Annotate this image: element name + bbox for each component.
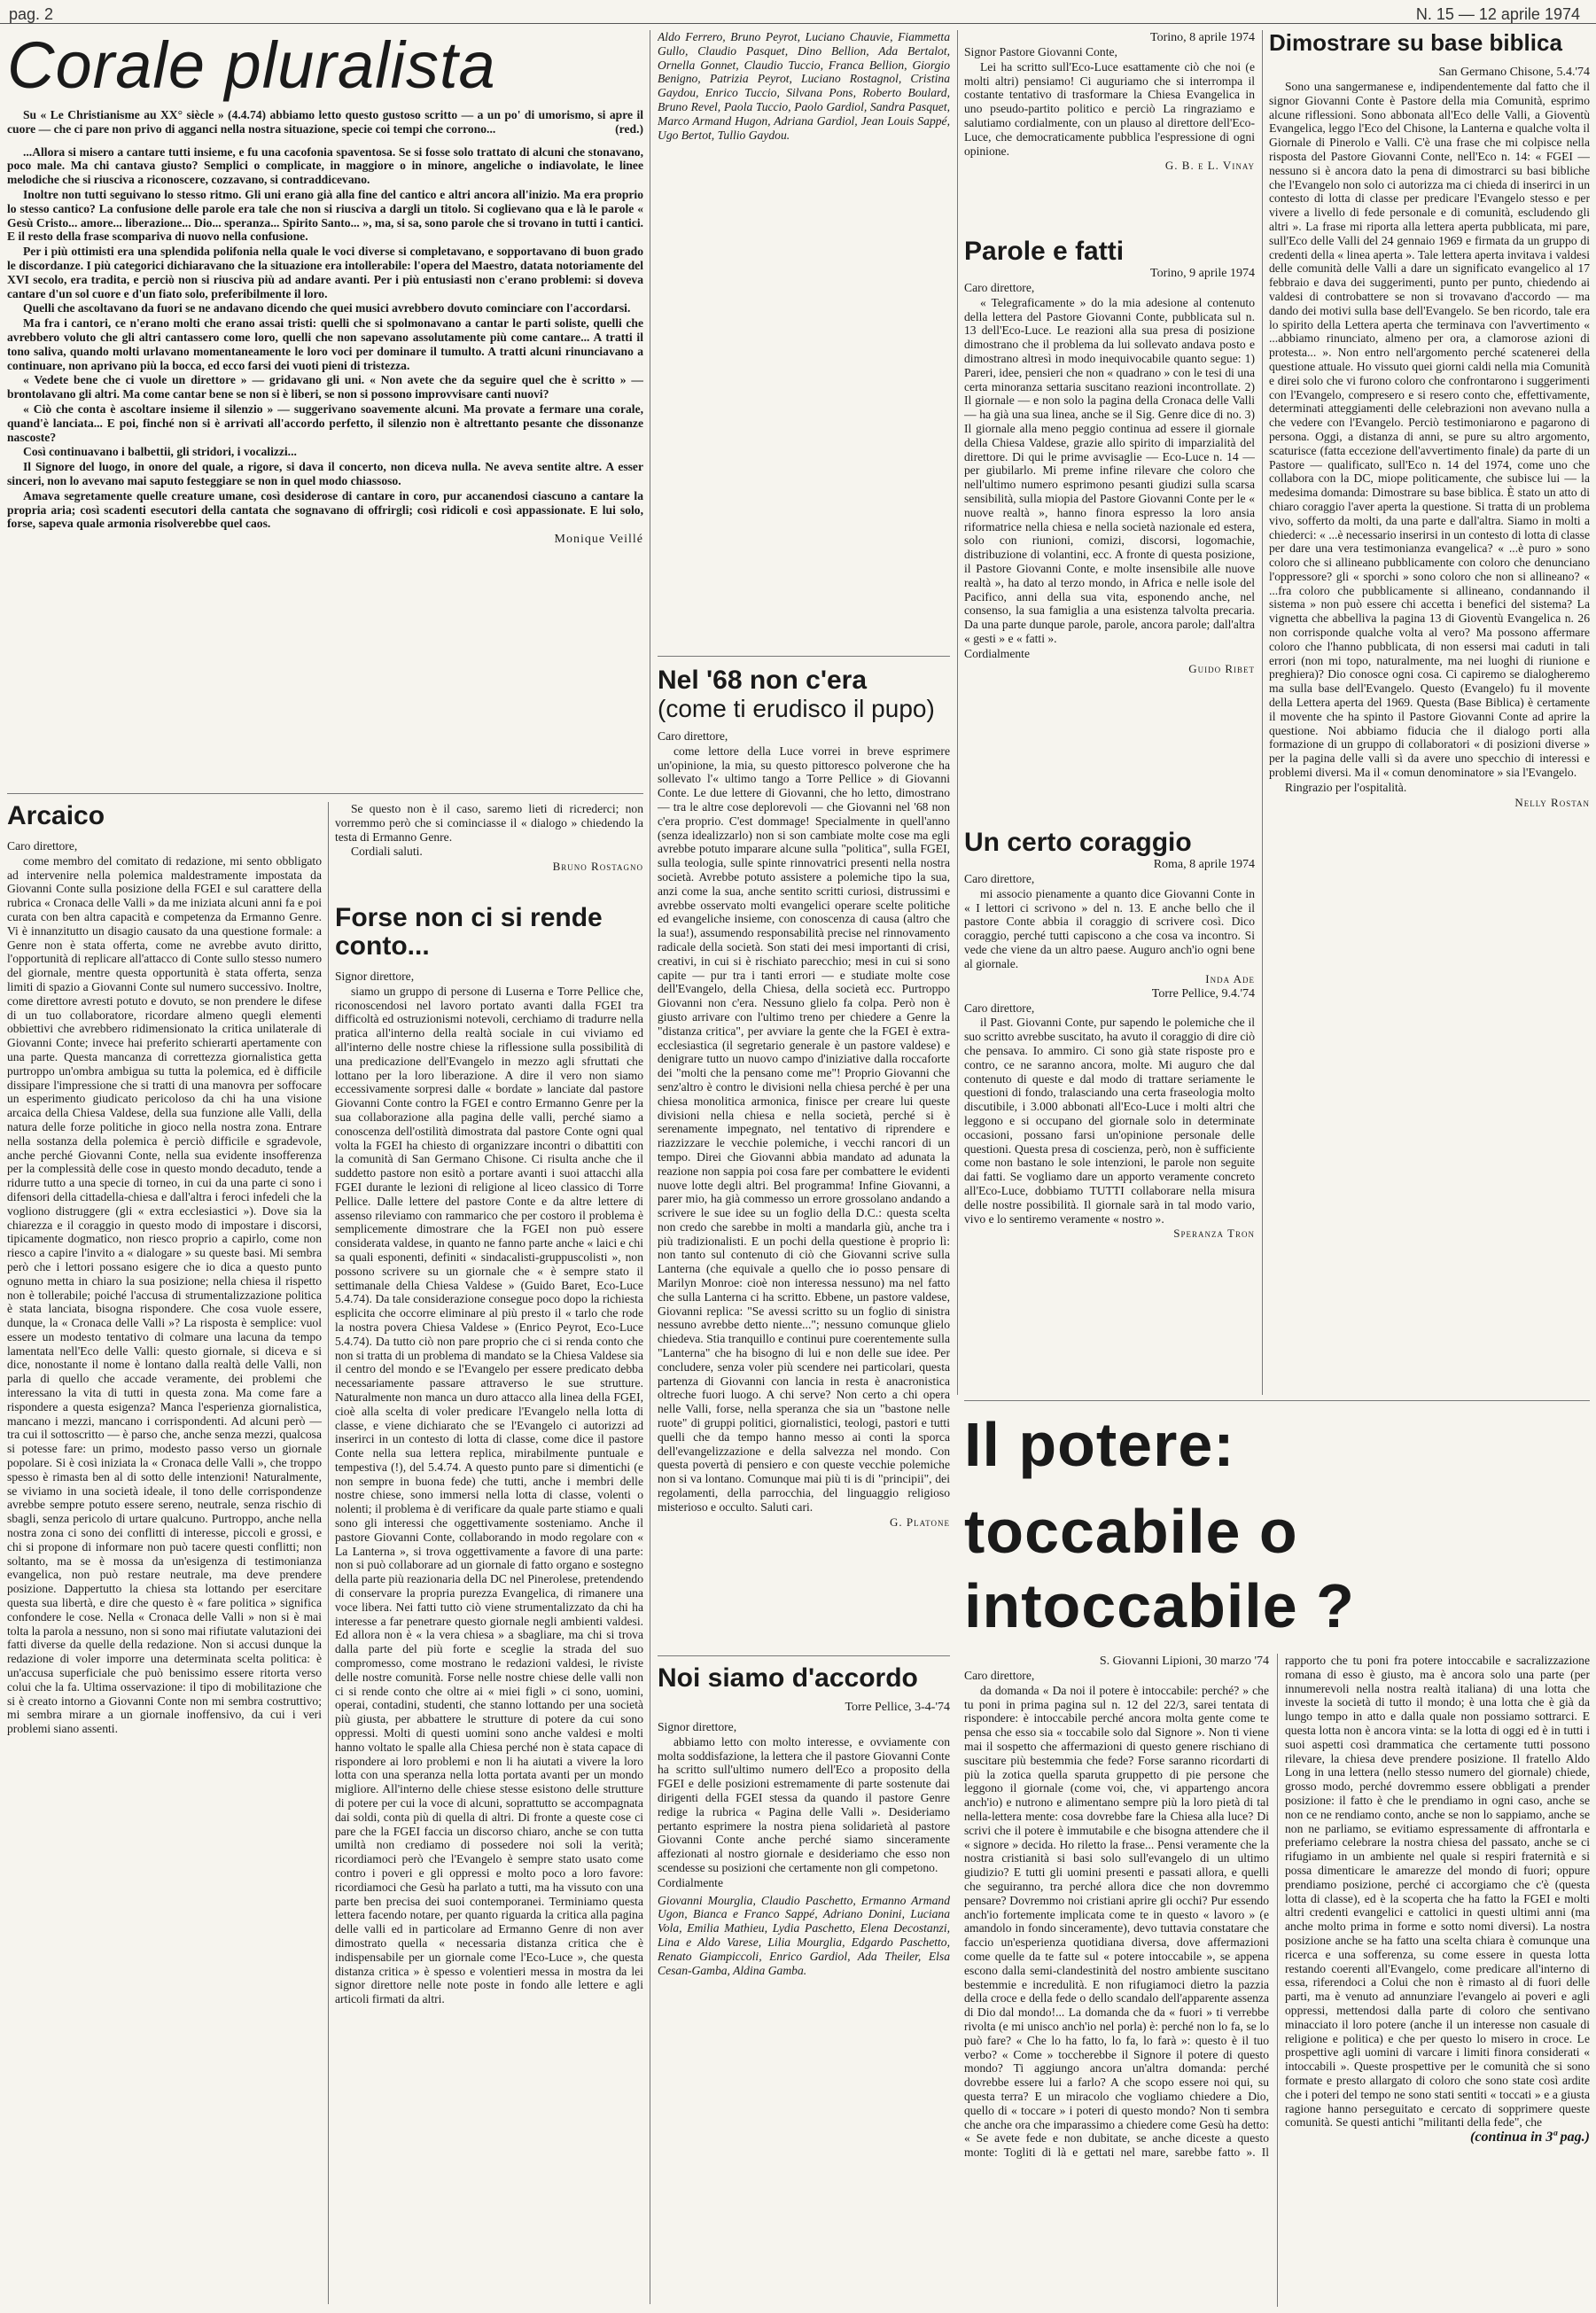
signatories: Aldo Ferrero, Bruno Peyrot, Luciano Chauvie, Fiammetta Gullo, Claudio Pasquet, Dino Bellion, Ada Bertalot, Ornella Gonnet, Claudio Tuccio, Franca Bellion, Giorgio Benigno, Patrizia Peyrot, Luciano Rostagnol, Cristina Gaydou, Enrico Tuccio, Silvana Pons, Roberto Boulard, Bruno Revel, Paola Tuccio, Paolo Gardiol, Sandra Pasquet, Marco Armand Hugon, Adriana Gardiol, Jean Louis Sappé, Ugo Bertot, Tullio Gaydou. [658,30,950,142]
article-body: Signor direttore, abbiamo letto con molto interesse, e ovviamente con molta soddisfazione, la lettera che il pastore Giovanni Conte ha scritto sull'ultimo numero dell'Eco a proposito della FGEI e delle posizioni estremamente di parte sostenute dai dirigenti della FGEI stessa da quando il pastore Genre redige la rubrica « Pagina delle Valli ». Desideriamo pertanto esprimere la nostra piena solidarietà al pastore Giovanni Conte anche perché siamo sinceramente affezionati al nostro giornale e desideriamo che esso non scendesse su posizioni che certamente non gli competono. Cordialmente [658,1720,950,1889]
top-rule [0,23,1596,24]
dateline: S. Giovanni Lipioni, 30 marzo '74 [1099,1655,1269,1668]
dateline: Torre Pellice, 3-4-'74 [845,1701,950,1714]
rule [957,30,958,1395]
article-title: Corale pluralista [7,30,496,102]
dateline: San Germano Chisone, 5.4.'74 [1438,66,1590,79]
dateline: Torino, 8 aprile 1974 [1150,31,1255,44]
article-coraggio [964,829,1255,1391]
article-nel68 [658,666,950,1650]
article-body: Caro direttore, mi associo pienamente a quanto dice Giovanni Conte in « I lettori ci scrivono » del n. 13. E anche bello che il pastore Conte abbia il coraggio di scrivere così. Dico coraggio, perché tutti capiscono a che cosa va incontro. Si vede che viene da un altro paese. Auguro anch'io ogni bene al giornale. [964,872,1255,970]
dateline: Torre Pellice, 9.4.'74 [1151,986,1255,1001]
article-title: Parole e fatti [964,238,1125,266]
dateline: Roma, 8 aprile 1974 [1153,858,1255,871]
article-signature: Speranza Tron [1173,1227,1255,1241]
article-intro: Su « Le Christianisme au XX° siècle » (4.4.74) abbiamo letto questo gustoso scritto — a un po' di umorismo, si apre il cuore — che ci pare non privo di agganci nella nostra situazione, specie coi tempi che corrono... (red.) [7,108,643,136]
article-title: Dimostrare su base biblica [1269,30,1562,56]
rule [658,656,950,657]
article-body: Signor Pastore Giovanni Conte, Lei ha scritto sull'Eco-Luce esattamente ciò che noi (e molti altri) pensiamo! Ci auguriamo che si interrompa il costante tentativo di trasformare la Chiesa Evangelica in uno pseudo-partito politico e perciò La ringraziamo e salutiamo cordialmente, con un plauso al direttore dell'Eco-Luce, che democraticamente pubblica l'espressione di ogni opinione. [964,45,1255,158]
dateline: Torino, 9 aprile 1974 [1150,267,1255,280]
article-signature: Monique Veillé [554,533,643,547]
article-signature: G. B. e L. Vinay [1164,159,1255,173]
article-title: Un certo coraggio [964,829,1192,857]
article-signature: G. Platone [890,1515,950,1529]
signatories: Giovanni Mourglia, Claudio Paschetto, Ermanno Armand Ugon, Bianca e Franco Sappé, Adriano Donini, Luciana Vola, Emilia Mathieu, Lydia Paschetto, Elena Decostanzi, Lina e Aldo Varese, Lilia Mourglia, Edgardo Paschetto, Renato Giampiccoli, Enrico Gardiol, Ada Theiler, Elsa Cesan-Gamba, Aldina Gamba. [658,1893,950,1977]
article-forse-names [658,30,950,650]
article-body: Se questo non è il caso, saremo lieti di ricrederci; non vorremmo però che si cominciasse il « dialogo » chiedendo la testa di Ermanno Genre. Cordiali saluti. [335,802,643,859]
article-signature: Guido Ribet [1188,661,1255,675]
article-title-line1: Il potere: [964,1410,1235,1479]
rule [328,802,329,2304]
article-title-line2: toccabile o intoccabile ? [964,1497,1355,1640]
article-title: Arcaico [7,802,105,830]
article-title: Forse non ci si rende conto... [335,904,603,961]
article-torino [964,30,1255,230]
article-arcaico-tail [335,802,643,900]
article-body: Caro direttore, il Past. Giovanni Conte, pur sapendo le polemiche che il suo scritto avrebbe suscitato, ha avuto il coraggio di dire ciò che pensava. Io ammiro. Ci sono già state risposte pro e contro, ce ne saranno ancora, molte. Mi auguro che dal contenuto di queste e dal modo di trattare seriamente le questioni di fondo, tralasciando una certa fraseologia molto discutibile, i 3.000 abbonati all'Eco-Luce i molti altri che leggono e si occupano del giornale solo in determinate occasioni, possano farsi un'opinione personale delle questioni. Questa presa di coscienza, però, non è sufficiente come non bastano le sole intenzioni, le parole non seguite dai fatti. Se vogliamo dare un apporto veramente concreto all'Eco-Luce, dobbiamo TUTTI collaborare nella misura delle nostre possibilità. Il giornale sarà in tal modo vario, vivo e lo sentiremo veramente « nostro ». [964,1001,1255,1226]
article-parole [964,238,1255,822]
article-potere [964,1407,1590,2307]
page-number: pag. 2 [9,5,54,23]
article-arcaico [7,802,322,2304]
article-body: Signor direttore, siamo un gruppo di persone di Luserna e Torre Pellice che, riconoscendosi nel lavoro portato avanti dalla FGEI tra difficoltà ed ostruzionismi notevoli, cerchiamo di tradurre nella pratica all'interno della realtà sociale in cui viviamo ed all'interno delle nostre chiese la riflessione sulla possibilità di una predicazione dell'Evangelo in mezzo agli sfruttati che lottano per la loro liberazione. A dire il vero non siamo eccessivamente sorpresi dalle « bordate » lanciate dal pastore Giovanni Conte contro la FGEI e contro Ermanno Genre per la sua collaborazione alla pagina delle valli, perché siamo a conoscenza dell'ostilità dimostrata dal pastore Conte ogni qual volta la FGEI ha chiesto di organizzare incontri o dibattiti con la comunità di San Germano Chisone. Ci risulta anche che il suddetto pastore non esitò a portare avanti i suoi attacchi alla FGEI durante le lezioni di religione al liceo classico di Torre Pellice. Dalle lettere del pastore Conte e da altre lettere di assenso rileviamo con rammarico che per costoro il problema è semplicemente dimostrare che la FGEI non può essere considerata valdese, in quanto ne fanno parte anche « laici e chi sa quali esponenti, definiti « sindacalisti-gruppuscolisti », non possono scrivere su un giornale che « è sempre stato il settimanale della Chiesa Valdese » (Guido Baret, Eco-Luce 5.4.74). Da tale considerazione consegue poco dopo la richiesta esplicita che occorre eliminare al più presto il « tarlo che rode la nostra povera Chiesa Valdese » (Enrico Peyrot, Eco-Luce 5.4.74). Da tutto ciò non pare proprio che ci si renda conto che non si tratta di un problema di mandato se la Chiesa Valdese sia il centro del mondo e se l'Evangelo per essere predicato debba necessariamente passare attraverso le sue strutture. Naturalmente non manca un duro attacco alla linea della FGEI, cioè alla scelta di voler predicare l'Evangelo nella lotta di classe, e viene dichiarato che se l'Evangelo ci autorizzi ad inserirci in un contesto di lotta di classe, come dice il pastore Conte nella sua lettera replica, mirabilmente puntuale e tempestiva (!), del 5.4.74. A questo punto pare si dimentichi (e non sempre in buona fede) che tutti, anche i membri delle nostre chiese, sono immersi nella lotta di classe, volenti o nolenti; il problema è di verificare da quale parte stiamo e quali sono gli interessi che oggettivamente sosteniamo. Anche il pastore Giovanni Conte, collaborando in modo regolare con « La Lanterna », si trova oggettivamente a favore di una parte: non si può collaborare ad un giornale di fatto organo e sostegno della parte più reazionaria della DC nel Pinerolese, pretendendo di conservare la propria purezza Evangelica, di rimanere una voce libera. Nei fatti tutto ciò viene strumentalizzato da chi ha interesse a far penetrare questo giornale negli ambienti valdesi. Ed allora non è « la vera chiesa » a sbagliare, ma chi si trova dalla parte del più forte e sceglie la strada del suo compromesso, come mostrano le redazioni valdesi, le riviste delle nostre comunità. Forse nelle nostre chiese delle valli non ci si rende conto che oltre ai « miei figli » ci sono, uomini, operai, contadini, studenti, che stanno lottando per una società più giusta, per abbattere le strutture di potere da cui sono oppressi. Molti di questi uomini sono anche valdesi e molti hanno voltato le spalle alla Chiesa perché non è stata capace di rispondere ai loro problemi e non li ha aiutati a vivere la loro lotta con una speranza nella lotta portata avanti per un mondo migliore. All'interno delle chiese stesse esistono delle strutture di potere per cui la voce di alcuni, soprattutto se accompagnata dai soldi, conta più di quella di altri. Di fronte a queste cose ci pare che la FGEI faccia un discorso chiaro, anche se con tutta umiltà non crediamo di possedere noi soli la verità; ricordiamoci però che l'Evangelo è sempre stato usato come contro i poveri e gli oppressi e molto poco a loro favore: ricordiamoci che Gesù ha parlato a tutti, ma ha vissuto con una parte ben precisa dei suoi contemporanei. Terminiamo questa lettera facendo notare, per quanto riguarda la critica alla pagina delle valli ed in particolare ad Ermanno Genre di non aver dimostrato quella « necessaria distanza critica che è indispensabile per un giornale come l'Eco-Luce », che questa distanza critica » è spesso e volentieri messa in mostra da lei signor direttore nelle note poste in fondo alle lettere e agli articoli firmati da altri. [335,970,643,2006]
article-body: Sono una sangermanese e, indipendentemente dal fatto che il signor Giovanni Conte è Pastore della mia Comunità, esprimo alcune riflessioni. Sono abbonata all'Eco delle Valli, a Gioventù Evangelica, leggo l'Eco del Chisone, la Lanterna e qualche volta il Giornale di Pinerolo e Valli. C'è una frase che mi colpisce nella risposta del Pastore Giovanni Conte, nell'Eco n. 14: « FGEI — nessuno si è ancora dato la pena di dimostrarci su basi bibliche che l'Evangelo non solo ci autorizza ma ci chieda di inserirci in un contesto di lotta di classe per predicare l'Evangelo stesso e per vivere a livello di fede personale e di comunità, escludendo gli altri ». La frase mi riporta alla lettera aperta pubblicata, mi pare, sull'Eco delle Valli del 24 gennaio 1969 e firmata da un gruppo di credenti della « linea aperta ». Tale lettera aperta invitava i valdesi delle comunità delle Valli a dare un significato evangelico al 17 febbraio e dava dei suggerimenti, punto per punto, chiedendo ai valdesi di controbattere se non si trovavano d'accordo — ma dando dei motivi sulla base dell'Evangelo. Se ben ricordo, tale era lo spirito della Lettera aperta che terminava con l'avvertimento « ...abbiamo rinunciato, almeno per ora, a clamorose azioni di protesta... ». Non entro nell'argomento perché scatenerei della questione attuale. Ho vissuto quei giorni caldi nella mia Comunità e direi solo che vi furono coloro che confrontarono i suggerimenti con l'Evangelo, compresero e si resero conto che, effettivamente, determinati atteggiamenti delle celebrazioni non avevano nulla a che vedere con l'Evangelo. Perciò testimoniarono e pagarono di persona. Oggi, a distanza di anni, se pure su altro argomento, scaturisce (fatta eccezione dell'avvertimento finale) da parte di un Pastore — qualificato, sull'Eco n. 14 del 1974, come uno che collabora con la DC, miope politicamente, che subisce lui — la medesima domanda: Dimostrare su base biblica. È stato un atto di chiaro coraggio l'aver aperta la questione. Si tratta di un problema vivo, sofferto da molti, da una parte e dall'altra. Siamo in molti a chiederci: « ...è necessario inserirsi in un contesto di lotta di classe per dare una vera testimonianza evangelica? « ...è puro » sono coloro che si allineano pubblicamente con coloro che denunciano l'oppressore? gli « sporchi » sono coloro che non si allineano? « ...fra coloro che pubblicamente si allineano, condannando il sistema » non può essere chi accetta i benefici del sistema? La vignetta che abbelliva la pagina 13 di Gioventù Evangelica n. 26 non corrisponde qualche volta al vero? Ma possono affermare coloro che l'hanno pubblicata, di non essersi mai caduti in tali errori (non mi topo, naturalmente, ma nei luoghi di riunione e preghiera)? Dio conosce ogni cosa. Ci capiremo se dialogheremo ma sulla base dell'Evangelo. Questo (Evangelo) fu il movente della Lettera aperta del 1969. Questa (Base Biblica) è certamente il movente che ha spinto il Pastore Giovanni Conte ad aprire la questione. Noi abbiamo fiducia che il dialogo porti alla formazione di un gruppo di collaboratori « di posizioni diverse » per la pagina delle valli sì da avere uno specchio di interessi e problemi diversi. Ma il « comun denominatore » sia l'Evangelo. Ringrazio per l'ospitalità. [1269,80,1590,794]
article-title: Noi siamo d'accordo [658,1664,918,1693]
issue-date: N. 15 — 12 aprile 1974 [1415,5,1580,23]
article-corale [7,30,643,779]
article-forse [335,904,643,2304]
rule [7,793,643,794]
article-subtitle: (come ti erudisco il pupo) [658,695,935,722]
article-signature: Inda Ade [1205,971,1255,985]
continued-note: (continua in 3ª pag.) [1470,2130,1590,2146]
article-body: Caro direttore, come membro del comitato di redazione, mi sento obbligato ad intervenire nella polemica maldestramente impostata da Giovanni Conte sulla posizione della FGEI e sul carattere della rubrica « Cronaca delle Valli » da me iniziata alcuni anni fa e poi curata con ben altra capacità e competenza da Ermanno Genre. Vi è innanzitutto un disagio causato da una questione formale: a Genre non è stata offerta, come ne avrebbe avuto diritto, l'opportunità di replicare all'attacco di Conte sullo stesso numero del giornale, mentre questa opportunità è stata offerta, senza limiti di spazio a Giovanni Conte sul numero successivo. Inoltre, come direttore avresti potuto e dovuto, se non prendere le difese di un tuo collaboratore, ricordare almeno quegli elementi obbiettivi che avrebbero ridimensionato la critica unilaterale di Giovanni Conte; invece hai preferito schierarti apertamente con una parte. Questa mancanza di correttezza giornalistica getta purtroppo un'ombra ambigua su tutta la polemica, ed è difficile dissipare l'impressione che si tratti di una manovra per soffocare un esperimento giudicato pericoloso da chi ha una visione arcaica della Chiesa Valdese, della sua funzione alle Valli, della natura delle forze politiche in gioco nella nostra zona. Entrare nella sostanza della polemica è perciò difficile e sgradevole, anche perché Giovanni Conte, nella sua evidente insofferenza per la complessità delle cose in questo mondo decaduto, tende a ridurre tutto a una specie di torneo, in cui da una parte ci sono i difensori della cittadella-chiesa e dall'altra i feroci infedeli che la vogliono distruggere (gli « extra ecclesiastici »). Dove sia la chiarezza e il coraggio in questo modo di impostare i discorsi, tipicamente dogmatico, non riesco proprio a capirlo, come non riesco a capire l'invito a « dialogare » su queste basi. Mi sembra però che i lettori possano esigere che io dica a questo punto ognuno metta in chiaro la sua posizione; nella chiesa il rispetto non è tollerabile; poiché l'accusa di strumentalizzazione politica è stata lanciata, bisogna rispondere. Che cosa vuole essere, dunque, la « Cronaca delle Valli »? La risposta è semplice: vuol essere un modesto tentativo di colmare una lacuna da tempo lamentata nell'Eco delle Valli: questo giornale, si diceva e si dice, nonostante il nome è lontano dalla realtà delle Valli, non parla di quello che accade veramente, dei problemi che interessano la vita di tutti in questa zona. Ma come fare a rispondere a questa esigenza? Manca l'esperienza giornalistica, mancano i mezzi, mancano i corrispondenti. Ad alcuni però — tra cui il sottoscritto — è parso che, anche senza mezzi, qualcosa si potesse fare: un primo, modesto passo verso un giornale popolare. Si è così iniziata la « Cronaca delle Valli », che troppo spesso è rimasta ben al di sotto delle intenzioni! Naturalmente, se viviamo in una società ideale, il tono delle corrispondenze avrebbe sempre potuto essere sereno, neutrale, senza rischio di sbagli, senza pericolo di urtare qualcuno. Purtroppo, anche nella nostra zona ci sono dei conflitti di interesse, piccoli e grossi, e chi si propone di informare non può tacere questi conflitti; non soltanto, ma se è mossa da un'esigenza di testimonianza evangelica, non può restare neutrale, ma deve prendere posizione. Dappertutto la chiesa sta lottando per esercitare questa sua libertà, e dire che questo è « fare politica » significa confondere le cose. Nella « Cronaca delle Valli » non si è mai tolta la parola a nessuno, non si sono mai rifiutate valutazioni dei fatti diverse da quelle della redazione. Non si accusi dunque la redazione di voler imporre una determinata scelta politica: è un'accusa superficiale che può benissimo essere ritorta verso colui che la fa. Ultima osservazione: il tipo di mobilitazione che si è creato intorno a Giovanni Conte non mi sembra costruttivo; mi sembra mirare a un giornale inoffensivo, da cui i veri problemi siano assenti. [7,839,322,1736]
rule [964,1400,1590,1401]
article-body: Caro direttore, come lettore della Luce vorrei in breve esprimere un'opinione, la mia, su questo pittoresco polverone che ha sollevato l'« ultimo tango a Torre Pellice » di Giovanni Conte. Le due lettere di Giovanni, che ho letto, dimostrano — tra le altre cose deplorevoli — che Giovanni nel '68 non c'era proprio. C'est dommage! Specialmente in quell'anno (senza idealizzarlo) non si son cambiate molte cose ma egli avrebbe potuto imparare alcune sulla "politica", sulla FGEI, sulla teologia, sulle spinte rinnovatrici presenti nella nostra società. Avrebbe potuto assistere a polemiche tipo la sua, anzi come la sua, anche sentito scritti curiosi, distrussimi e avrebbe osservato molti evangelici operare scelte politiche ed evangeliche insieme, con conoscenza di causa (altro che la sua!), assumendo responsabilità precise nel rinnovamento radicale della società. Son stati dei mesi importanti di crisi, creativi, in cui si è rischiato parecchio; mesi in cui si sono capite — pur tra i tanti errori — e studiate molte cose dell'Evangelo, della Chiesa, della società ecc. Purtroppo Giovanni non c'era. Nessuno glielo fa colpa. Però non è giusto arrivare con l'ultimo treno per chiedere a Genre la "distanza critica", per avviare la gente che la FGEI è extra-ecclesiastica (il segretario generale è un pastore valdese) e denigrare tutto un nuovo campo d'iniziative dalla roccaforte dei "molti che la pensano come me"! Proprio Giovanni che senz'altro è contro le divisioni nella chiesa perché è per una chiesa monolitica armonica, finisce per creare lui queste divisioni nella chiesa e nella società, perché si è serenamente impegnato, nel tentativo di riprendere e riazzizzare le vecchie polemiche, i vecchi rancori di un tempo. Direi che Giovanni abbia mandato ad adunata la reazione non sappia poi cosa fare per combattere le evidenti nuove lotte degli altri. Bel programma! Infine Giovanni, a parer mio, ha già commesso un errore grossolano andando a scrivere le sue idee su un foglio della D.C.: questa scelta non credo che sarebbe in molti a mandarla giù, anche tra i più tradizionalisti. E un pochi della questione è proprio lì: non tanto sul contenuto di ciò che Giovanni scrive sulla Lanterna (che equivale a quello che io posso pensare di Marilyn Monroe: cioè non interessa nessuno) ma nel fatto che sulla Lanterna ci ha scritto. Ebbene, un pastore valdese, Giovanni replica: "Se avessi scritto su un foglio di sinistra nessuno avrebbe detto niente..."; nessuno comunque glielo chiedeva. Stia tranquillo e continui pure coerentemente sulla "Lanterna" che ha bisogno di lui e non delle sue idee. Per concludere, senza voler più scendere nei particolari, questa partenza di Giovanni con lancia in resta è anacronistica oltreche fuori luogo. A chi serve? Non certo a chi opera nelle Valli, forse, nella speranza che sia un "bastone nelle ruote" di gruppi politici, giornalistici, teologi, pastori e tutti quelli che da tempo hanno messo ai conti la sporca dell'evangelizzazione e della salvezza nel mondo. Con questa povertà di pensiero e con queste vecchie polemiche non si va lontano. Comunque mai più ti is di "principii", dei regolamenti, della parrocchia, del linguaggio religioso misterioso e occulto. Saluti cari. [658,729,950,1514]
article-dimostrare [1269,30,1590,1395]
article-columns [964,1654,1590,2307]
article-signature: Nelly Rostan [1514,795,1590,809]
rule [1262,30,1263,1395]
article-signature: Bruno Rostagno [552,860,643,874]
article-title: Nel '68 non c'era [658,666,868,695]
rule [658,1655,950,1656]
article-body: Caro direttore, « Telegraficamente » do la mia adesione al contenuto della lettera del Pastore Giovanni Conte, pubblicata sul n. 13 dell'Eco-Luce. Le reazioni alla sua presa di posizione dimostrano che il problema da lui sollevato andava posto e dimostrano altresì in modo inequivocabile quanto segue: 1) Pareri, idee, pensieri che non « quadrano » con le tesi di una certa minoranza settaria suscitano reazioni incontrollate. 2) Il giornale — e non solo la pagina della Cronaca delle Valli — ha già una sua linea, anche se il Sig. Genre dice di no. 3) Il giornale alla meno peggio continua ad essere il giornale della Chiesa Valdese, grazie allo spirito di imparzialità del direttore. Di qui le prime avvisaglie — Eco-Luce n. 14 — per giubilarlo. Mi preme infine rilevare che coloro che nell'ultimo numero esprimono pesanti giudizi sulla scarsa sensibilità, sulla miopia del Pastore Giovanni Conte per le « nuove realtà », hanno finora espresso la loro ansia riformatrice nella chiesa e nella società nazionale ed estera, solo con riunioni, comizi, discorsi, logomachie, distribuzione di volantini, ecc. A fronte di questa posizione, il Pastore Giovanni Conte, e molte insensibile alle nuove realtà », ha dato al terzo mondo, in Africa e nelle isole del Pacifico, anni della sua vita, esponendo anche, nel consenso, la sua famiglia a una esistenza talvolta precaria. Da una parte dunque parole, parole, ancora parole; dall'altra « gesti » e « fatti ». Cordialmente [964,281,1255,660]
article-noisiamo [658,1664,950,2304]
article-body: Caro direttore, da domanda « Da noi il potere è intoccabile: perché? » che tu poni in prima pagina sul n. 12 del 22/3, sarei tentata di rispondere: è intoccabile perché ancora molta gente come te pensa che esso sia « toccabile solo dal Signore ». Non ti viene mai il sospetto che affermazioni di questo genere rischiano di suscitare più bestemmia che fede? Forse saranno ricordarti di più la zotica quella sparuta gruppetto di pie persone che leggono il giornale (come voi, che, vi appartengo ancora anch'io) e nutrono e alimentano sempre più la loro pietà di tal nella-lettera mente: cosa dovrebbe fare la Chiesa alla luce? Di scrivi che il potere è immutabile e che bisogna attendere che il « signore » decida. Ho riletto la frase... Pensi veramente che la nostra cristianità si basi solo sull'evangelo di un ultimo giudizio? E tutti gli uomini presenti e passati allora, e quelli che seguiranno, tra perché allora dice che non dovremmo pensare? Dovremmo noi cristiani aprire gli occhi? Pur essendo anch'io fortemente implicata come te in questo « lavoro » (e amandolo in fondo sinceramente), devo tuttavia constatare che faccio un'esperienza quotidiana diversa, dove affermazioni come quelle da te fatte sul « potere intoccabile », se appena escono dalla semi-clandestinità del nostro ambiente suscitano bestemmie e incredulità. E non rifugiamoci dietro la pazzia della croce e della fede o dello scandalo dell'apparente assenza di Dio dal mondo!... La domanda che da « fuori » ti verrebbe rivolta (e mi unisco anch'io nel porla) è: perché non lo fa, se lo può fare? « Che lo ha fatto, lo fa, lo farà »: questo è il tuo verbo? « Come » toccherebbe il Signore il potere di questo mondo? Ti aggiungo ancora un'altra domanda: perché dovrebbe essere lui a farlo? A che scopo essere noi qui, su questa terra? E un miracolo che vogliamo chiedere a Dio, quello di « toccare » i poteri di questo mondo? Non ti sembra che anche ora che imparassimo a chiedere come Gesù ha detto: « Se avete fede e non dubitate, se anche diceste a questo monte: Togliti di là e gettati nel mare, sarebbe fatto ». Il rapporto che tu poni fra potere intoccabile e sacralizzazione romana di esso è giusto, ma è ancora solo una parte (per innumerevoli nella nostra realtà italiana) di una lotta che investe la società di tutto il mondo; è una lotta che è già da lungo tempo in atto e dalla quale non possiamo sottrarci. E questa lotta non è ancora vinta: se la lotta di oggi ed è in tutti i suoi aspetti così drammatica che certamente tutti possono rilevare, la chiesa deve prendere posizione. Il fratello Aldo Long in una lettera (nello stesso numero del giornale) chiede, grosso modo, perché dovremmo essere obbligati a prender posizione: il fatto è che le prendiamo in ogni caso, anche se non ce ne rendiamo conto, anche se non lo sappiamo, anche se non ne parliamo, se evitiamo espressamente di affrontarla e preferiamo celebrare la nostra chiesa del passato, anche se ci rifugiamo in un ambiente nel quale si respiri fraternità e si possa dimenticare le amarezze del mondo di fuori; oppure prendiamo posizione, perché ci accorgiamo che c'è (questa lotta di classe), ed è la scoperta che ha fatto la FGEI e molti altri credenti evangelici e cattolici in questi ultimi anni (ma anche molto prima in forme e sotto nomi diversi). La nostra posizione anche se ha fatto una scelta chiara è comunque una ricerca e una sofferenza, su come essere in questa lotta restando coerenti all'Evangelo, come predicare all'interno di essa, riferendoci a Colui che non è rimasto al di fuori delle parti, ma è venuto ad annunziare l'evangelo ai poveri e agli oppressi, mettendosi dalla parte di coloro che sentivano minacciato il loro potere (anche il un interesse non casuale di religione e politica) e che per questo lo misero in croce. Le prospettive agli uomini di varcare i limiti finora considerati « intoccabili ». Queste prospettive per le comunità che si sono formate e presto allargato di coloro che sono state così ardite che i poteri del tempo ne sono stati sentiti « toccati » e a giusta ragione hanno perseguitato e cercato di sopprimere queste comunità. Se questi antichi "militanti della fede", che [964,1654,1590,2160]
article-body: ...Allora si misero a cantare tutti insieme, e fu una cacofonia spaventosa. Se si fosse solo trattato di alcuni che stonavano, poco male. Ma chi cantava giusto? Semplici o complicate, in maggiore o in minore, angeliche o indiavolate, le linee melodiche che si riusciva a riconoscere, cozzavano, si contraddicevano. Inoltre non tutti seguivano lo stesso ritmo. Gli uni erano già alla fine del cantico e altri ancora all'inizio. Ma era proprio lo stesso cantico? La confusione delle parole era tale che non si riusciva a dargli un titolo. Si coglievano qua e là le parole « Gesù Cristo... amore... liberazione... Dio... speranza... Spirito Santo... », ma, si sa, sono parole che si trovano in tutti i cantici. E il resto della frase scompariva di nuovo nella confusione. Per i più ottimisti era una splendida polifonia nella quale le voci diverse si completavano, e sopportavano di buon grado le discordanze. I più categorici dichiaravano che la situazione era intollerabile: l'opera del Maestro, datata notoriamente del XVI secolo, era tradita, e perciò non si riusciva più ad andare avanti. Per i più entusiasti non c'erano problemi: si doveva cantare d'un sol cuore e d'un fiato solo, preferibilmente il loro. Quelli che ascoltavano da fuori se ne andavano dicendo che quei musici avrebbero dovuto cominciare con l'accordarsi. Ma fra i cantori, ce n'erano molti che erano assai tristi: quelli che si spolmonavano a cantar le parti soliste, quelli che avrebbero voluto che gli altri cantassero come loro, quelli che non sapevano assolutamente più come cantare... A tratti il tono saliva, quando molti urlavano momentaneamente le loro voci per dominare il tumulto. A tratti alcuni rinunciavano a continuare, non aprivano più la bocca, ed ecco farsi dei vuoti pieni di tristezza. « Vedete bene che ci vuole un direttore » — gridavano gli uni. « Non avete che da seguire quel che è scritto » — brontolavano gli altri. Ma come cantar bene se non si è liberi, se non si possono improvvisare canti nuovi? « Ciò che conta è ascoltare insieme il silenzio » — suggerivano soavemente alcuni. Ma provate a fermare una corale, quand'è lanciata... E poi, finché non si è arrivati all'accordo perfetto, il silenzio non è altrettanto pesante che dissonanze nascoste? Così continuavano i balbettii, gli stridori, i vocalizzi... Il Signore del luogo, in onore del quale, a rigore, si dava il concerto, non diceva nulla. Ne aveva sentite altre. A esser sinceri, non lo avevano mai saputo festeggiare se non in quel modo chiassoso. Amava segretamente quelle creature umane, così desiderose di cantare in coro, pur accanendosi ciascuno a cantare la propria aria; così scadenti esecutori della cantata che sognavano di offrirgli; così ridicoli e così appassionate. E lui solo, forse, sapeva quale armonia risolverebbe quel caos. [7,144,643,531]
